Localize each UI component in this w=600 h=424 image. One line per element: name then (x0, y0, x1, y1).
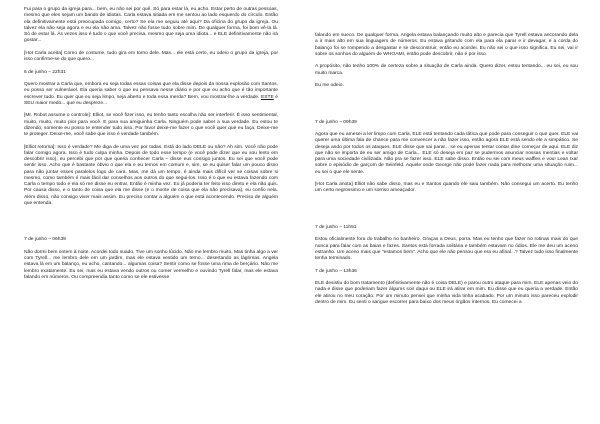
journal-paragraph: [Elliot retorna]: Isso é verdade? Me diga de uma vez por todas. Está do lado DELE ou não? Ah sim. Você não pode falar comigo agora. Isso é tudo culpa minha. Depois de todo esse tempo (e você pode dizer que eu sou lento em descobrir isso), eu percebi que por que queria conhecer Carla – disse eus consigo juntos. Eu sei que você pode sentir isso. Acho que é bastante óbvio o que ela e eu temos em comum e, sim, se eu quiser falar um pouco disso para não juntar esses paralelos logo de cara. Mas, me dá um tempo, é ainda mais difícil ver se coisas sobre si mesmo, como também é mais fácil dar conselhos aos outros do que segui-los. Isso é o que eu estava fazendo com Carla o tempo todo e ela só me disse eu entrar. Então é minha vez. Eu já poderia ter feito isso direto e ela não quis. Por causa disso, e o tanto de coisa que ela me disse (e o monte de coisa que ela não precisava), eu confio nela. Além disso, não consigo viver mais assim. Eu preciso contar a alguém o que está acontecendo. Preciso de alguém que entenda. (24, 144, 278, 206)
journal-text: Quero mostrar a Carla que, embora eu seja todas essas coisas que ela disse depois da nossa explosão com Santos, eu posso ser vulnerável. Ela queria saber o que eu pensava nesse diário e por que eu acho que é tão importante escrever tudo. Eu quer que eu seja limpo, seja aberto e toda essa merda? Bem, vou mostrar-lhe a verdade. (24, 82, 278, 100)
journal-paragraph: falando em sueco. De qualquer forma, Angela estava balançando muito alto e parecia que Tyrell estava ancorando dela a ir mais alto em sua linguagem de números. Eu estava gritando com ela para ela parar e ir devagar, e a corda do balanço foi se rompendo a desgastar e se desconstruir, então eu acordei. Eu não sei o que isso significa. Eu sei, vai ir sobre os sonhos do alguém de WHOAMI, então pode descobrir, não é por isso. (315, 33, 578, 57)
entry-date: 7 de junho – 11h51 (315, 224, 357, 230)
spacer (315, 96, 578, 114)
journal-paragraph: Não dormi bem ontem à noite. Acordei todo suado. Tive um sonho lúcido. Não me lembro muito. Mas tinha algo a ver com Tyrell... me lembro dele em um jardim, mas ele estava vestido um terno... desertando as lágrimas. Angela estava lá em um balanço, eu acho, cantando... algumas coisa? Sentir como se fosse uma rima de berçário. Não me lembro exatamente. Eu sei, mas eu estava vendo outros ou comer vermelho e ouvindo Tyrell falar, mas ele estava falando em números. Ou compreendia tanto como se ele estivesse (24, 249, 278, 280)
right-page (300, 0, 600, 424)
journal-paragraph: [Hot Carla aceita] Como de costume, tudo gira em torno dele. Mas... ele está certo, eu odeio o grupo da igreja, por isso confirme-se do que quero... (24, 50, 278, 62)
left-text-column (24, 7, 278, 281)
highlighted-word: ESTE (261, 94, 274, 100)
spacer (315, 201, 578, 219)
journal-paragraph (24, 82, 278, 107)
journal-text: é SEU maior medo... que eu despreze... (24, 94, 279, 106)
journal-paragraph: [Hot Carla anota] Elliot não sabe disso, mas eu e Santos quando ele saiu também. Não consegui um acerto. Eu tenho um certo negrossimo e um sorriso ameaçador. (315, 182, 578, 194)
spacer (24, 213, 278, 231)
journal-paragraph: Fui para o grupo da igreja para... bem, eu não sei por quê. Só para estar lá, eu acho. Estar perto de outras pessoas, mesmo que eles sejam um bando de idiotas. Carla estava sitiada em me sentou ao lado esquerdo do círculo. Então ela definitivamente está preocupada comigo, certo? Se ela me seguiu até aqui? Da oficina do grupo da igreja. Ou talvez ela não seja agora e eu ela não ama. Talvez não fosse tudo sobre mim. De qualquer forma, foi bom vê-la lá. Só de estar lá. Às vezes isso é tudo o que você precisa, mesmo que seja uma idiota... e ELE definitivamente não irá gostar... (24, 7, 278, 44)
entry-date: 7 de junho – 09h39 (315, 119, 357, 125)
journal-paragraph: Agora que eu amesei a ler limpo com Carla, ELE está tentando cada tática que pode para conseguir o que quer. ELE vai querer uma última fala de chance para me convencer a não fazer isso, então agora ELE está sendo ele a simpático. Se deseja ando por todos os ataques. ELE disse que vai parar... se eu apenas tentar contar dine começar de aqui. ELE diz que não se importa de eu ser amigo de Carla... ELE só deseja em paz se pudermos anunciar nossas mentias e voltar para uma sociedade civilizada. Não pra se fazer isso. ELE sabe disso. Então eu sei com meus waffles e vou! Lean Ixar sobre o episódio de garçom de Seinfeld. Aquele onde George não pode fazer nada para melhorar uma situação ruim... eu sei o que ele sente. (315, 132, 578, 175)
entry-date: 6 de junho – 22h31 (24, 69, 66, 75)
journal-paragraph: Estou oficialmente fora do trabalho no banheiro. Graças a Deus, porra. Mas eu tenho que fazer no rotinas mais do que nunca para falar com as baias e fazes. Santos está forrada solitária e também estavam no ódios. Ele me deu um aceno estranho. Um aceno mais que "estamos bem". Acho que ele não pensou que era eu afinal...? Talvez tudo isso finalmente tenha terminado. (315, 237, 578, 261)
journal-paragraph: ELE desistiu do bom tratamento (definitivamente não é coisa DELE) e parou outro ataque para mim. ELE apenas veio do nada e disse que poderiam fazer álgums soir daqui ou ELE irá atirar em mim. Eu disse que eu queria a verdade. Então ele atirou no meu coração. Por um minuto pensei que minha vida tinha acabado. Por um minuto isso pareceu explodir dentro de mim. Eu senti o sangue escorrer para baixo dos meus órgãos internos. Eu comecei a (315, 281, 578, 305)
entry-date: 7 de junho – 06h39 (24, 237, 66, 243)
right-text-column (315, 33, 578, 306)
journal-paragraph: [Mr. Robot assume o controle]: Elliot, se você fizer isso, eu tenho tanto escolha não ser interferir. É isso sentimental, muito, muito, muito pior para você. E para sua amiguinha Carla. Ninguém pode saber a sua verdade. Eu estou te dizendo, somente eu posso te entender tudo isso. Por favor deixe-me fazer o que você quer que eu faça. Deixe-me te proteger. Deixe-me, você sabe que isso é verdade também. (24, 113, 278, 137)
journal-paragraph: A propósito, não tenho 100% de certeza sobre a situação de Carla ainda. Quero dizer, estou tentando... eu sei, eu sou muito marca. (315, 64, 578, 76)
entry-date: 7 de junho – 13h36 (315, 268, 357, 274)
journal-paragraph: Eu me odeio. (315, 83, 344, 88)
